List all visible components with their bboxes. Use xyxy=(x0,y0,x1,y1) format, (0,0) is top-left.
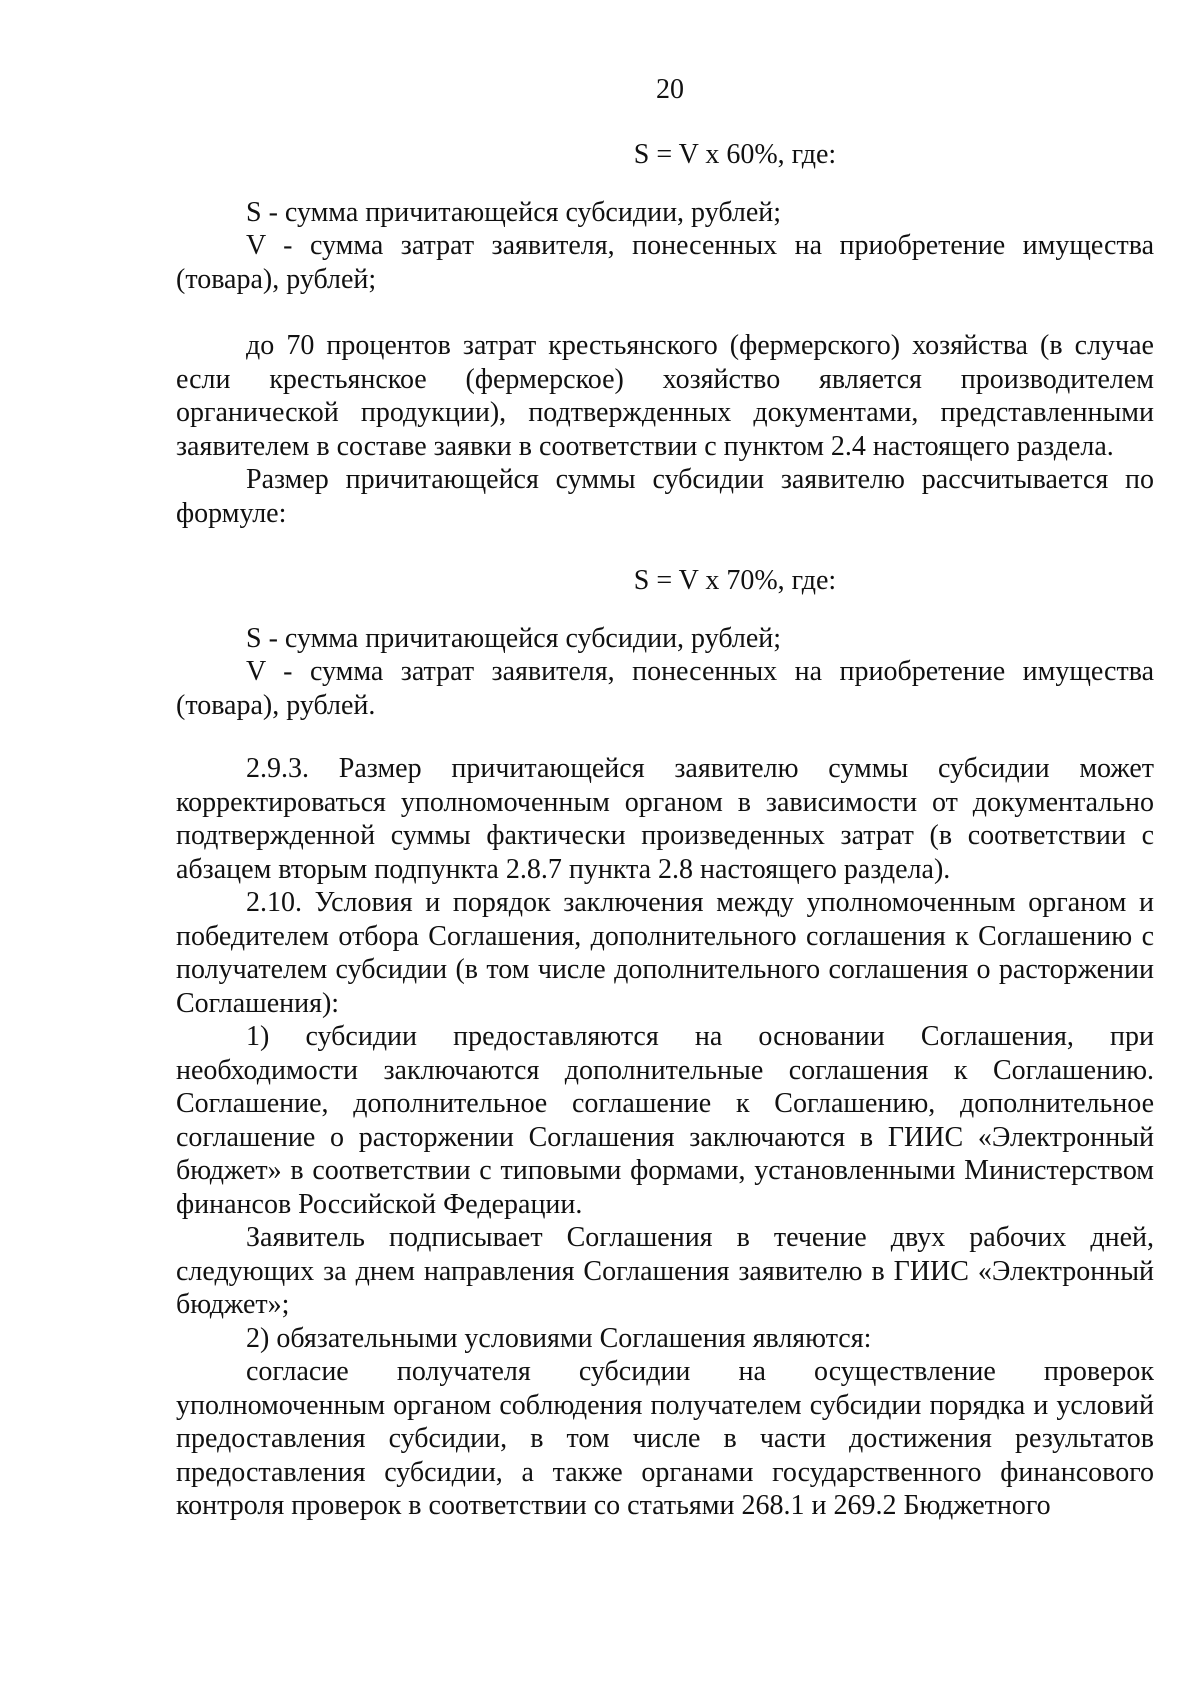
definition-v-1: V - сумма затрат заявителя, понесенных на приобретение имущества (товара), рублей; xyxy=(176,230,1154,295)
formula-60-percent: S = V x 60%, где: xyxy=(633,139,837,170)
paragraph-item-1: 1) субсидии предоставляются на основании Соглашения, при необходимости заключаются дополнительные соглашения к Соглашению. Соглашение, дополнительное соглашение к Соглашению, дополнительное соглашение о расторжении Соглашения заключаются в ГИИС «Электронный бюджет» в соответствии с типовыми формами, установленными Министерством финансов Российской Федерации. xyxy=(176,1021,1154,1220)
paragraph-item-2: 2) обязательными условиями Соглашения являются: xyxy=(246,1322,872,1354)
page-number: 20 xyxy=(656,74,684,105)
document-body xyxy=(176,138,1154,1523)
paragraph-70-percent: до 70 процентов затрат крестьянского (фермерского) хозяйства (в случае если крестьянское (фермерское) хозяйство является производителем органической продукции), подтвержденных документами, представленными заявителем в составе заявки в соответствии с пунктом 2.4 настоящего раздела. xyxy=(176,330,1154,462)
definition-v-2: V - сумма затрат заявителя, понесенных на приобретение имущества (товара), рублей. xyxy=(176,656,1154,721)
definition-s-1: S - сумма причитающейся субсидии, рублей; xyxy=(246,196,782,228)
paragraph-signing: Заявитель подписывает Соглашения в течение двух рабочих дней, следующих за днем направления Соглашения заявителю в ГИИС «Электронный бюджет»; xyxy=(176,1222,1154,1320)
paragraph-2-9-3: 2.9.3. Размер причитающейся заявителю суммы субсидии может корректироваться уполномоченным органом в зависимости от документально подтвержденной суммы фактически произведенных затрат (в соответствии с абзацем вторым подпункта 2.8.7 пункта 2.8 настоящего раздела). xyxy=(176,753,1154,885)
paragraph-2-10: 2.10. Условия и порядок заключения между уполномоченным органом и победителем отбора Соглашения, дополнительного соглашения к Соглашению с получателем субсидии (в том числе дополнительного соглашения о расторжении Соглашения): xyxy=(176,887,1154,1019)
paragraph-consent: согласие получателя субсидии на осуществление проверок уполномоченным органом соблюдения получателем субсидии порядка и условий предоставления субсидии, в том числе в части достижения результатов предоставления субсидии, а также органами государственного финансового контроля проверок в соответствии со статьями 268.1 и 269.2 Бюджетного xyxy=(176,1356,1154,1521)
spacer xyxy=(176,296,1154,329)
paragraph-formula-intro: Размер причитающейся суммы субсидии заявителю рассчитывается по формуле: xyxy=(176,464,1154,529)
spacer xyxy=(176,722,1154,752)
definition-s-2: S - сумма причитающейся субсидии, рублей; xyxy=(246,622,782,654)
formula-70-percent: S = V x 70%, где: xyxy=(633,565,837,596)
